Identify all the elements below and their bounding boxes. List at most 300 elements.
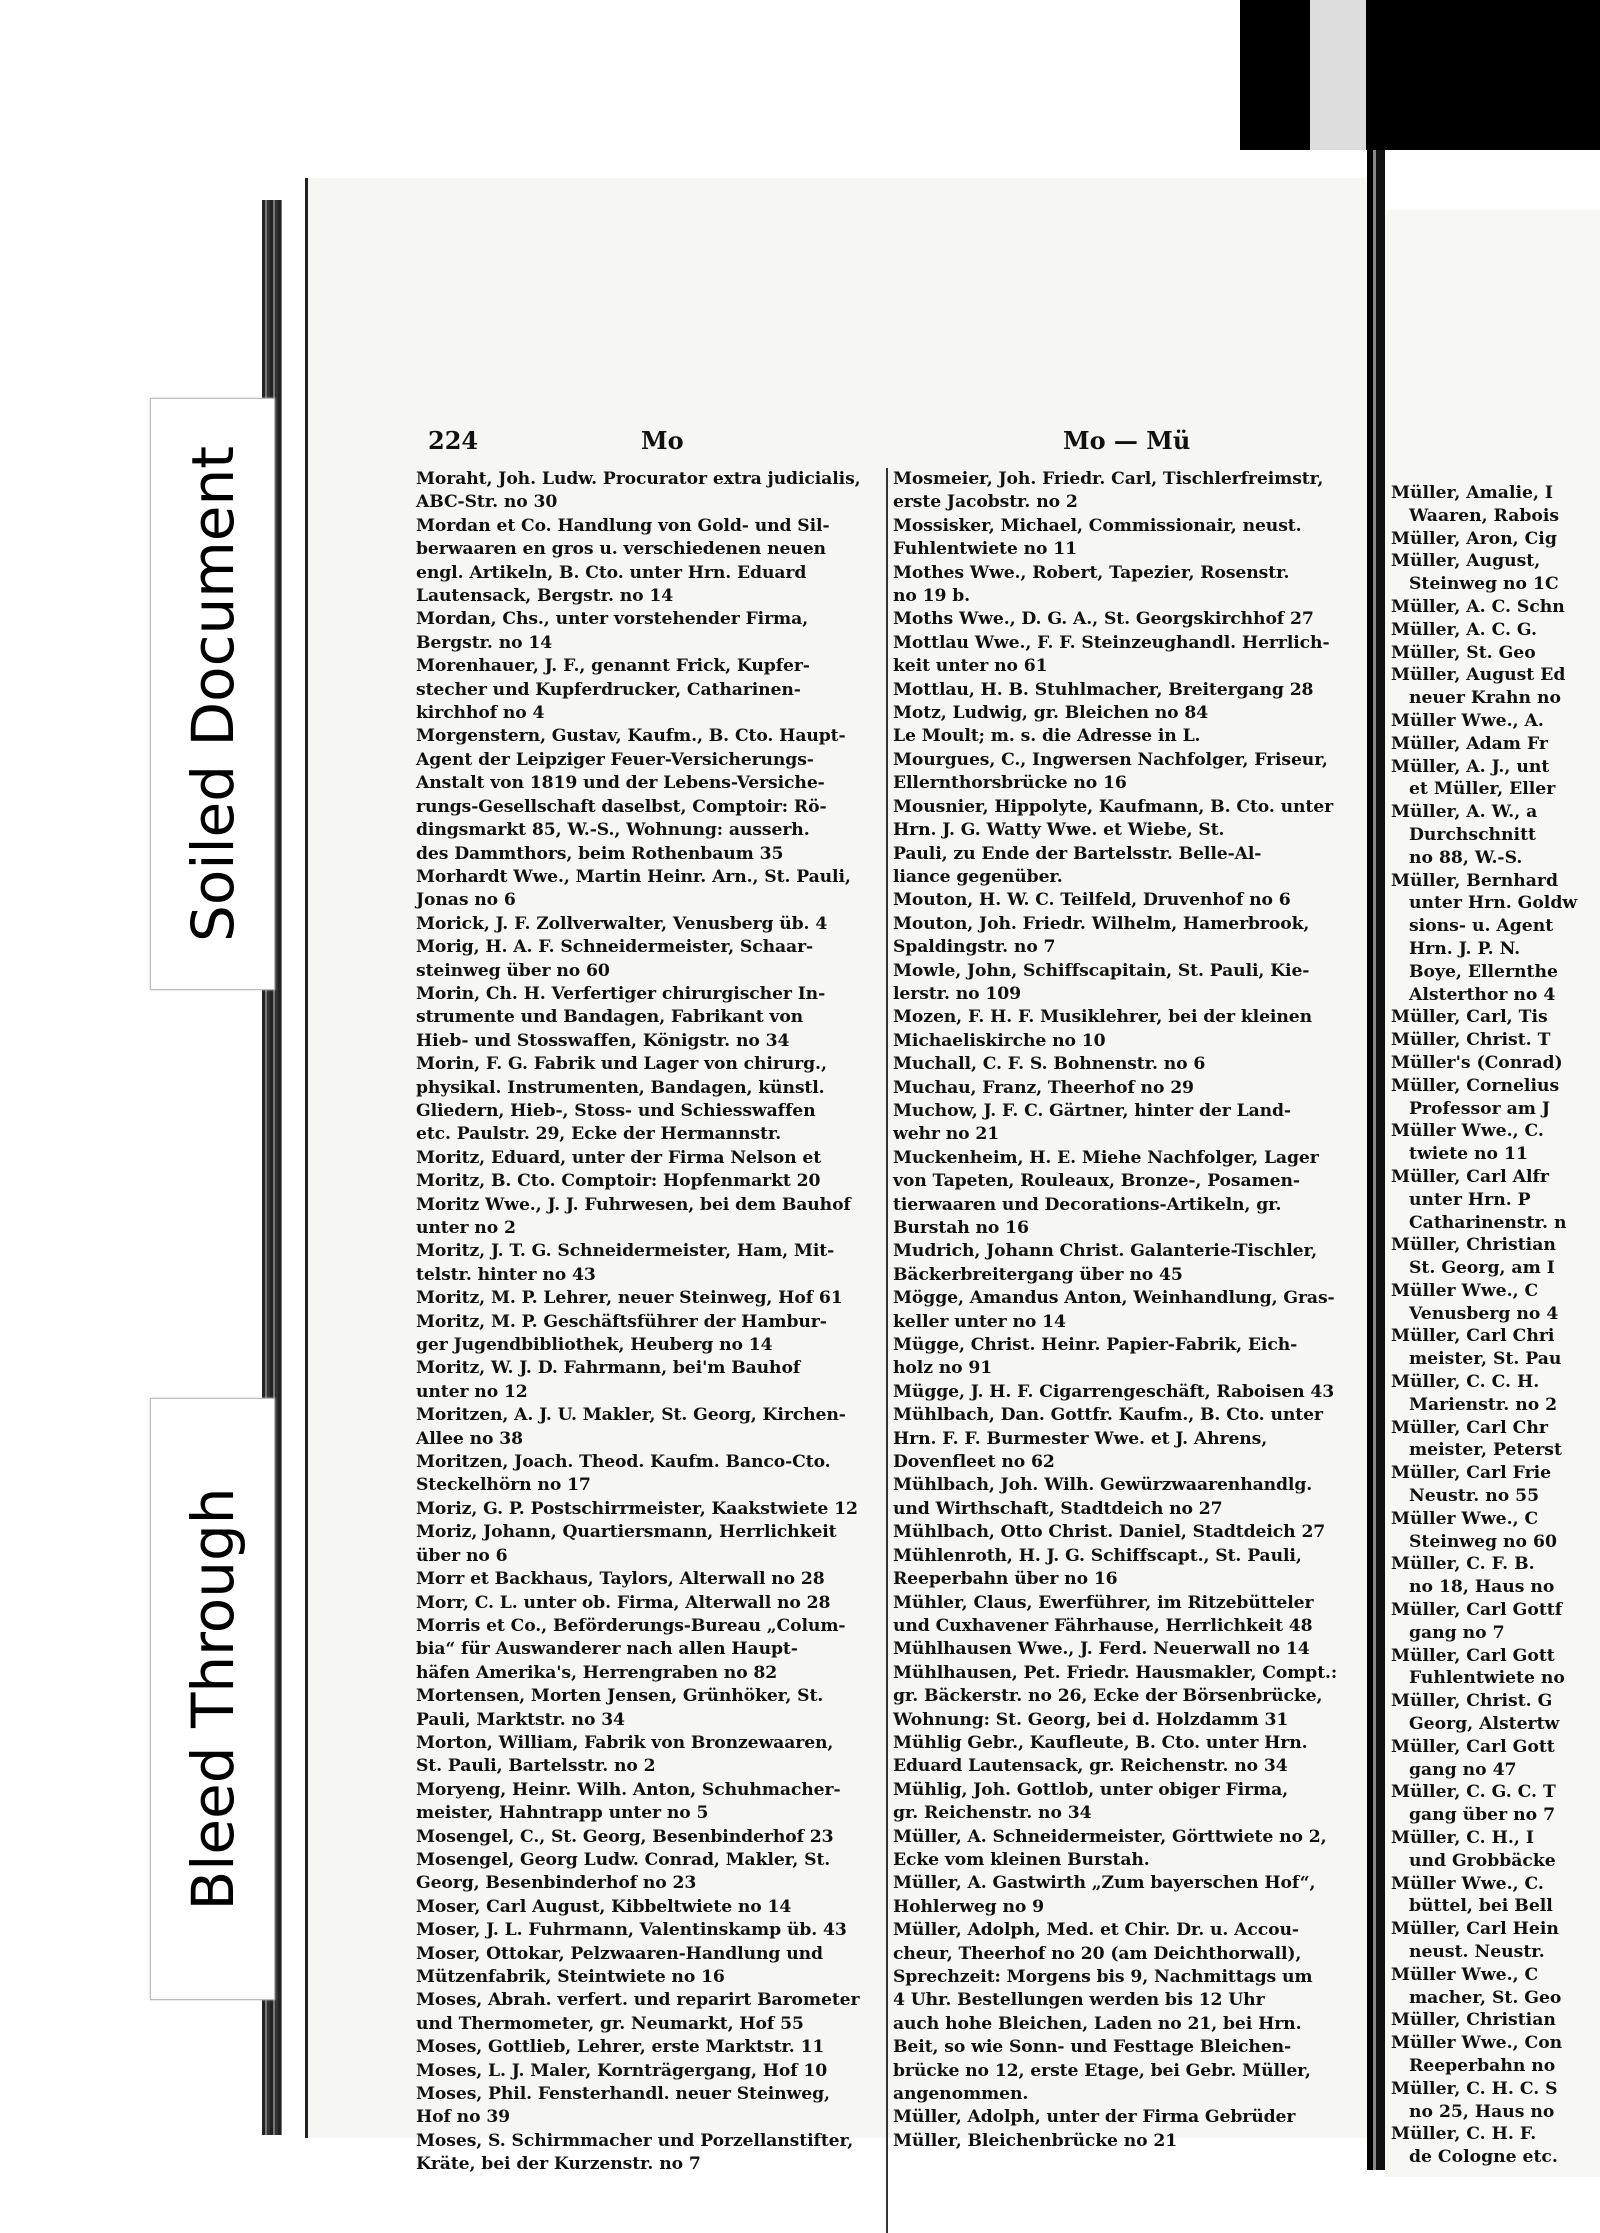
entry-line: liance gegenüber. — [893, 866, 1063, 887]
entry-line: no 19 b. — [893, 586, 971, 607]
directory-entry — [893, 1826, 1363, 1873]
entry-line: Agent der Leipziger Feuer-Versicherungs- — [416, 749, 814, 770]
next-page-line: no 88, W.-S. — [1409, 847, 1523, 868]
entry-line: Mosengel, C., St. Georg, Besenbinderhof 23 — [416, 1826, 834, 1847]
entry-line: Reeperbahn über no 16 — [893, 1569, 1118, 1590]
document-page — [305, 178, 1370, 2175]
entry-line: Hrn. J. G. Watty Wwe. et Wiebe, St. — [893, 820, 1225, 841]
next-page-line: gang no 47 — [1409, 1759, 1517, 1780]
entry-line: Morhardt Wwe., Martin Heinr. Arn., St. Pauli, — [416, 866, 851, 887]
entry-line: Mühlig, Joh. Gottlob, unter obiger Firma, — [893, 1779, 1289, 1800]
entry-line: bia“ für Auswanderer nach allen Haupt- — [416, 1639, 798, 1660]
entry-line: Moses, L. J. Maler, Kornträgergang, Hof 10 — [416, 2060, 828, 2081]
entry-line: auch hohe Bleichen, Laden no 21, bei Hrn. — [893, 2013, 1302, 2034]
next-page-line: Müller, Christian — [1391, 2010, 1556, 2031]
next-page-line: Müller Wwe., A. — [1391, 710, 1544, 731]
next-page-line: St. Georg, am I — [1409, 1258, 1555, 1279]
entry-line: Jonas no 6 — [416, 890, 516, 911]
directory-entry — [893, 1100, 1363, 1147]
next-page-line: Fuhlentwiete no — [1409, 1668, 1565, 1689]
entry-line: Moritz Wwe., J. J. Fuhrwesen, bei dem Bauhof — [416, 1194, 851, 1215]
entry-line: tierwaaren und Decorations-Artikeln, gr. — [893, 1194, 1282, 1215]
next-page-line: und Grobbäcke — [1409, 1850, 1556, 1871]
directory-entry — [893, 913, 1363, 960]
directory-entry — [893, 515, 1363, 562]
entry-line: berwaaren en gros u. verschiedenen neuen — [416, 539, 826, 560]
next-page-line: gang über no 7 — [1409, 1805, 1556, 1826]
entry-line: Mouton, Joh. Friedr. Wilhelm, Hamerbrook, — [893, 913, 1310, 934]
directory-entry — [416, 608, 878, 655]
entry-line: Mosmeier, Joh. Friedr. Carl, Tischlerfreimstr, — [893, 469, 1324, 489]
directory-entry — [416, 866, 878, 913]
entry-line: Moses, Gottlieb, Lehrer, erste Marktstr. 11 — [416, 2037, 825, 2058]
next-page-line: Müller Wwe., C — [1391, 1508, 1539, 1529]
directory-entry — [416, 1240, 878, 1287]
next-page-line: Müller, C. H. C. S — [1391, 2078, 1558, 2099]
entry-line: Ellernthorsbrücke no 16 — [893, 773, 1127, 794]
entry-line: Fuhlentwiete no 11 — [893, 539, 1077, 560]
directory-entry — [893, 1919, 1363, 2106]
entry-line: Ecke vom kleinen Burstah. — [893, 1849, 1150, 1870]
next-page-line: Hrn. J. P. N. — [1409, 938, 1521, 959]
entry-line: Mudrich, Johann Christ. Galanterie-Tischler, — [893, 1241, 1318, 1262]
entry-line: Mühler, Claus, Ewerführer, im Ritzebütteler — [893, 1592, 1314, 1613]
directory-entry — [893, 1006, 1363, 1053]
entry-line: Moser, J. L. Fuhrmann, Valentinskamp üb. 43 — [416, 1920, 847, 1941]
next-page-line: Müller, C. H. F. — [1391, 2124, 1537, 2145]
directory-entry — [893, 608, 1363, 631]
next-page-line: Müller Wwe., Con — [1391, 2033, 1563, 2054]
directory-entry — [416, 1615, 878, 1685]
directory-entry — [416, 725, 878, 865]
entry-line: Hof no 39 — [416, 2107, 511, 2128]
entry-line: Muckenheim, H. E. Miehe Nachfolger, Lager — [893, 1147, 1319, 1168]
entry-line: angenommen. — [893, 2084, 1029, 2105]
entry-line: Moritz, B. Cto. Comptoir: Hopfenmarkt 20 — [416, 1171, 821, 1192]
entry-line: Spaldingstr. no 7 — [893, 937, 1056, 958]
directory-entry — [893, 749, 1363, 796]
next-page-line: Müller, Amalie, I — [1391, 483, 1553, 503]
directory-entry — [416, 913, 878, 936]
next-page-line: Müller Wwe., C — [1391, 1964, 1539, 1985]
entry-line: Mothes Wwe., Robert, Tapezier, Rosenstr. — [893, 562, 1290, 583]
directory-entry — [416, 1685, 878, 1732]
entry-line: Moriz, G. P. Postschirrmeister, Kaakstwiete 12 — [416, 1498, 858, 1519]
directory-entry — [893, 725, 1363, 748]
entry-line: Mosengel, Georg Ludw. Conrad, Makler, St. — [416, 1849, 831, 1870]
directory-entry — [893, 468, 1363, 515]
entry-line: Muchow, J. F. C. Gärtner, hinter der Land- — [893, 1100, 1291, 1121]
next-page-line: de Cologne etc. — [1409, 2147, 1558, 2168]
next-page-line: Müller, Carl Chri — [1391, 1326, 1555, 1347]
entry-line: Müller, A. Gastwirth „Zum bayerschen Hof“, — [893, 1873, 1316, 1894]
directory-entry — [416, 1849, 878, 1896]
next-page-line: Müller, Carl Frie — [1391, 1463, 1552, 1484]
next-page-line: Steinweg no 1C — [1409, 574, 1559, 595]
entry-line: Muchau, Franz, Theerhof no 29 — [893, 1077, 1194, 1098]
next-page-line: Müller, Carl Gott — [1391, 1736, 1555, 1757]
next-page-line: unter Hrn. P — [1409, 1189, 1531, 1210]
entry-line: Motz, Ludwig, gr. Bleichen no 84 — [893, 703, 1209, 724]
directory-entry — [416, 1404, 878, 1451]
next-page-line: Müller, Christian — [1391, 1235, 1556, 1256]
directory-entry — [416, 1592, 878, 1615]
directory-entry — [893, 562, 1363, 609]
directory-entry — [416, 1896, 878, 1919]
entry-line: engl. Artikeln, B. Cto. unter Hrn. Eduard — [416, 562, 807, 583]
directory-entry — [416, 515, 878, 609]
directory-entry — [893, 702, 1363, 725]
entry-line: cheur, Theerhof no 20 (am Deichthorwall), — [893, 1943, 1302, 1964]
next-page-line: Boye, Ellernthe — [1409, 961, 1558, 982]
entry-line: Gliedern, Hieb-, Stoss- und Schiesswaffen — [416, 1100, 816, 1121]
entry-line: Moser, Carl August, Kibbeltwiete no 14 — [416, 1896, 792, 1917]
next-page-line: Müller, Adam Fr — [1391, 733, 1548, 754]
entry-line: Lautensack, Bergstr. no 14 — [416, 586, 674, 607]
next-page-line: Müller, Aron, Cig — [1391, 528, 1557, 549]
next-page-line: meister, Peterst — [1409, 1440, 1562, 1461]
entry-line: Eduard Lautensack, gr. Reichenstr. no 34 — [893, 1756, 1288, 1777]
next-page-line: Müller, Carl Chr — [1391, 1417, 1548, 1438]
directory-entry — [416, 1194, 878, 1241]
top-dark-strip — [1240, 0, 1600, 150]
entry-line: strumente und Bandagen, Fabrikant von — [416, 1007, 804, 1028]
directory-entry — [893, 2106, 1363, 2153]
right-heading: Mo — Mü — [1063, 426, 1191, 455]
entry-line: keit unter no 61 — [893, 656, 1048, 677]
entry-line: und Thermometer, gr. Neumarkt, Hof 55 — [416, 2013, 804, 2034]
entry-line: Michaeliskirche no 10 — [893, 1030, 1106, 1051]
left-heading: Mo — [641, 426, 684, 455]
entry-line: Moritz, M. P. Geschäftsführer der Hambur- — [416, 1311, 827, 1332]
entry-line: Bergstr. no 14 — [416, 632, 553, 653]
entry-line: Morick, J. F. Zollverwalter, Venusberg üb. 4 — [416, 913, 828, 934]
entry-line: Muchall, C. F. S. Bohnenstr. no 6 — [893, 1054, 1206, 1075]
directory-entry — [893, 632, 1363, 679]
entry-line: Le Moult; m. s. die Adresse in L. — [893, 726, 1201, 747]
directory-entry — [893, 1240, 1363, 1287]
entry-line: Morris et Co., Beförderungs-Bureau „Colum- — [416, 1615, 846, 1636]
entry-line: meister, Hahntrapp unter no 5 — [416, 1803, 709, 1824]
entry-line: Mögge, Amandus Anton, Weinhandlung, Gras- — [893, 1288, 1335, 1309]
entry-line: Moritz, Eduard, unter der Firma Nelson et — [416, 1147, 822, 1168]
entry-line: Mourgues, C., Ingwersen Nachfolger, Friseur, — [893, 749, 1328, 770]
entry-line: gr. Bäckerstr. no 26, Ecke der Börsenbrücke, — [893, 1686, 1323, 1707]
entry-line: Mozen, F. H. F. Musiklehrer, bei der kleinen — [893, 1007, 1312, 1028]
directory-entry — [893, 1545, 1363, 1592]
entry-line: Morgenstern, Gustav, Kaufm., B. Cto. Haupt- — [416, 726, 846, 747]
entry-line: Mousnier, Hippolyte, Kaufmann, B. Cto. unter — [893, 796, 1334, 817]
directory-entry — [893, 960, 1363, 1007]
entry-line: telstr. hinter no 43 — [416, 1264, 596, 1285]
entry-line: Burstah no 16 — [893, 1218, 1029, 1238]
entry-line: keller unter no 14 — [893, 1311, 1066, 1332]
directory-entry — [893, 1638, 1363, 1661]
entry-line: Moses, Abrah. verfert. und reparirt Barometer — [416, 1990, 860, 2011]
soiled-document-text: Soiled Document — [178, 446, 247, 942]
entry-line: Mügge, J. H. F. Cigarrengeschäft, Raboisen 43 — [893, 1381, 1335, 1402]
entry-line: Mützenfabrik, Steintwiete no 16 — [416, 1967, 725, 1987]
entry-line: Hohlerweg no 9 — [893, 1896, 1044, 1917]
entry-line: Mossisker, Michael, Commissionair, neust. — [893, 515, 1302, 536]
entry-line: Mühlbach, Otto Christ. Daniel, Stadtdeich 27 — [893, 1522, 1326, 1543]
next-page-line: Venusberg no 4 — [1409, 1303, 1559, 1324]
entry-line: von Tapeten, Rouleaux, Bronze-, Posamen- — [893, 1171, 1300, 1192]
next-page-line: Reeperbahn no — [1409, 2055, 1556, 2076]
directory-entry — [893, 1779, 1363, 1826]
entry-line: Müller, Adolph, unter der Firma Gebrüder — [893, 2107, 1296, 2128]
entry-line: rungs-Gesellschaft daselbst, Comptoir: Rö- — [416, 796, 827, 817]
entry-line: Hieb- und Stosswaffen, Königstr. no 34 — [416, 1030, 790, 1051]
next-page-line: Neustr. no 55 — [1409, 1486, 1540, 1507]
directory-entry — [416, 1147, 878, 1194]
entry-line: Wohnung: St. Georg, bei d. Holzdamm 31 — [893, 1709, 1289, 1730]
left-column — [416, 468, 878, 2177]
directory-entry — [416, 2130, 878, 2177]
entry-line: wehr no 21 — [893, 1124, 1000, 1145]
next-page-line: Müller, Carl Hein — [1391, 1919, 1559, 1940]
next-page-line: Müller, A. W., a — [1391, 802, 1538, 823]
directory-entry — [416, 1943, 878, 1990]
next-page-line: no 25, Haus no — [1409, 2101, 1555, 2122]
directory-entry — [416, 1989, 878, 2036]
next-page-line: twiete no 11 — [1409, 1144, 1528, 1165]
entry-line: unter no 2 — [416, 1218, 516, 1238]
entry-line: Müller, Adolph, Med. et Chir. Dr. u. Accou- — [893, 1920, 1299, 1941]
directory-entry — [416, 468, 878, 515]
next-page-line: Müller, Christ. T — [1391, 1030, 1551, 1051]
entry-line: Morenhauer, J. F., genannt Frick, Kupfer- — [416, 656, 810, 677]
directory-entry — [893, 1732, 1363, 1779]
directory-entry — [893, 1592, 1363, 1639]
next-page-fragment — [1385, 210, 1600, 2177]
entry-line: ABC-Str. no 30 — [416, 492, 558, 513]
directory-entry — [416, 1779, 878, 1826]
entry-line: Moritzen, A. J. U. Makler, St. Georg, Kirchen- — [416, 1405, 846, 1426]
next-page-line: büttel, bei Bell — [1409, 1896, 1553, 1917]
next-page-line: Catharinenstr. n — [1409, 1212, 1567, 1233]
next-page-line: meister, St. Pau — [1409, 1349, 1562, 1370]
entry-line: Moritz, J. T. G. Schneidermeister, Ham, Mit- — [416, 1241, 835, 1262]
next-page-line: Müller, Carl Gott — [1391, 1645, 1555, 1666]
bleed-through-label — [150, 1398, 275, 2000]
next-page-line: Durchschnitt — [1409, 824, 1536, 845]
entry-line: Sprechzeit: Morgens bis 9, Nachmittags um — [893, 1967, 1313, 1987]
entry-line: Morr, C. L. unter ob. Firma, Alterwall no 28 — [416, 1592, 831, 1613]
next-page-column — [1391, 482, 1577, 2169]
entry-line: Mühlig Gebr., Kaufleute, B. Cto. unter Hrn. — [893, 1732, 1308, 1753]
entry-line: Dovenfleet no 62 — [893, 1452, 1055, 1473]
next-page-line: Müller, A. C. G. — [1391, 619, 1537, 640]
directory-entry — [893, 1147, 1363, 1241]
directory-entry — [893, 1662, 1363, 1732]
entry-line: Moses, Phil. Fensterhandl. neuer Steinweg, — [416, 2084, 830, 2105]
entry-line: Moryeng, Heinr. Wilh. Anton, Schuhmacher- — [416, 1779, 841, 1800]
directory-entry — [416, 983, 878, 1053]
directory-entry — [416, 2036, 878, 2059]
next-page-line: Professor am J — [1409, 1098, 1551, 1119]
directory-entry — [416, 1826, 878, 1849]
entry-line: etc. Paulstr. 29, Ecke der Hermannstr. — [416, 1124, 782, 1145]
entry-line: Mortensen, Morten Jensen, Grünhöker, St. — [416, 1686, 824, 1707]
entry-line: ger Jugendbibliothek, Heuberg no 14 — [416, 1335, 773, 1356]
directory-entry — [416, 1311, 878, 1358]
entry-line: Moraht, Joh. Ludw. Procurator extra judicialis, — [416, 469, 861, 489]
entry-line: Mühlbach, Joh. Wilh. Gewürzwaarenhandlg. — [893, 1475, 1313, 1496]
directory-entry — [416, 2060, 878, 2083]
directory-entry — [416, 1287, 878, 1310]
entry-line: Moritz, W. J. D. Fahrmann, bei'm Bauhof — [416, 1358, 801, 1379]
entry-line: Morr et Backhaus, Taylors, Alterwall no 28 — [416, 1569, 825, 1590]
directory-entry — [416, 1451, 878, 1498]
entry-line: des Dammthors, beim Rothenbaum 35 — [416, 843, 784, 864]
directory-entry — [893, 1381, 1363, 1404]
entry-line: Morton, William, Fabrik von Bronzewaaren, — [416, 1732, 834, 1753]
entry-line: Mottlau, H. B. Stuhlmacher, Breitergang 28 — [893, 679, 1314, 700]
next-page-line: Müller, C. H., I — [1391, 1828, 1534, 1849]
directory-entry — [416, 936, 878, 983]
next-page-line: no 18, Haus no — [1409, 1577, 1555, 1598]
next-page-line: Steinweg no 60 — [1409, 1531, 1557, 1552]
entry-line: Müller, Bleichenbrücke no 21 — [893, 2130, 1178, 2151]
directory-entry — [416, 655, 878, 725]
next-page-line: Georg, Alstertw — [1409, 1714, 1560, 1735]
next-page-line: Müller, Carl, Tis — [1391, 1007, 1548, 1028]
entry-line: brücke no 12, erste Etage, bei Gebr. Müller, — [893, 2060, 1311, 2081]
next-page-line: Müller, August Ed — [1391, 665, 1566, 686]
next-page-line: Waaren, Rabois — [1409, 505, 1560, 526]
entry-line: dingsmarkt 85, W.-S., Wohnung: ausserh. — [416, 820, 810, 841]
entry-line: Moses, S. Schirmmacher und Porzellanstifter, — [416, 2130, 854, 2151]
page-number: 224 — [428, 426, 479, 455]
entry-line: Moths Wwe., D. G. A., St. Georgskirchhof 27 — [893, 609, 1314, 630]
entry-line: Anstalt von 1819 und der Lebens-Versiche- — [416, 773, 825, 794]
entry-line: Mowle, John, Schiffscapitain, St. Pauli, Kie- — [893, 960, 1310, 981]
next-page-line: Müller, A. C. Schn — [1391, 596, 1565, 617]
directory-entry — [893, 679, 1363, 702]
entry-line: Moser, Ottokar, Pelzwaaren-Handlung und — [416, 1943, 823, 1964]
next-page-line: neuer Krahn no — [1409, 688, 1561, 709]
entry-line: Müller, A. Schneidermeister, Görttwiete no 2, — [893, 1826, 1327, 1847]
entry-line: und Cuxhavener Fährhause, Herrlichkeit 48 — [893, 1615, 1313, 1636]
next-page-line: Müller Wwe., C. — [1391, 1873, 1544, 1894]
bleed-through-text: Bleed Through — [178, 1487, 247, 1911]
entry-line: steinweg über no 60 — [416, 960, 610, 981]
entry-line: Morin, F. G. Fabrik und Lager von chirurg., — [416, 1054, 827, 1075]
entry-line: Mordan, Chs., unter vorstehender Firma, — [416, 609, 809, 630]
next-page-line: gang no 7 — [1409, 1622, 1505, 1643]
entry-line: Kräte, bei der Kurzenstr. no 7 — [416, 2154, 701, 2175]
directory-entry — [416, 1357, 878, 1404]
entry-line: Moritzen, Joach. Theod. Kaufm. Banco-Cto. — [416, 1452, 831, 1473]
entry-line: und Wirthschaft, Stadtdeich no 27 — [893, 1498, 1223, 1519]
entry-line: Beit, so wie Sonn- und Festtage Bleichen- — [893, 2037, 1292, 2058]
next-page-line: neust. Neustr. — [1409, 1942, 1545, 1962]
directory-entry — [893, 1404, 1363, 1474]
entry-line: Pauli, Marktstr. no 34 — [416, 1709, 625, 1730]
entry-line: Moritz, M. P. Lehrer, neuer Steinweg, Hof 61 — [416, 1288, 843, 1309]
entry-line: unter no 12 — [416, 1381, 528, 1402]
next-page-line: unter Hrn. Goldw — [1409, 893, 1578, 914]
directory-entry — [893, 889, 1363, 912]
entry-line: Steckelhörn no 17 — [416, 1475, 591, 1496]
entry-line: Mügge, Christ. Heinr. Papier-Fabrik, Eich- — [893, 1335, 1298, 1356]
entry-line: Mühlhausen Wwe., J. Ferd. Neuerwall no 14 — [893, 1639, 1310, 1660]
entry-line: Mouton, H. W. C. Teilfeld, Druvenhof no 6 — [893, 890, 1291, 911]
next-page-line: Müller's (Conrad) — [1391, 1052, 1563, 1073]
entry-line: häfen Amerika's, Herrengraben no 82 — [416, 1662, 778, 1683]
entry-line: Mühlbach, Dan. Gottfr. Kaufm., B. Cto. unter — [893, 1405, 1323, 1426]
next-page-line: sions- u. Agent — [1409, 916, 1554, 937]
next-page-line: Müller, Carl Alfr — [1391, 1166, 1549, 1187]
next-page-line: Müller, August, — [1391, 551, 1541, 572]
entry-line: physikal. Instrumenten, Bandagen, künstl. — [416, 1077, 825, 1098]
directory-entry — [416, 1053, 878, 1147]
entry-line: Mordan et Co. Handlung von Gold- und Sil- — [416, 515, 830, 536]
entry-line: kirchhof no 4 — [416, 703, 545, 724]
directory-entry — [416, 1521, 878, 1568]
directory-entry — [416, 2083, 878, 2130]
next-page-line: Alsterthor no 4 — [1409, 984, 1556, 1005]
entry-line: Mühlenroth, H. J. G. Schiffscapt., St. Pauli, — [893, 1545, 1302, 1566]
entry-line: holz no 91 — [893, 1358, 993, 1379]
entry-line: Georg, Besenbinderhof no 23 — [416, 1873, 697, 1894]
entry-line: erste Jacobstr. no 2 — [893, 492, 1078, 513]
next-page-line: Müller, C. C. H. — [1391, 1372, 1540, 1393]
directory-entry — [416, 1498, 878, 1521]
directory-entry — [416, 1919, 878, 1942]
next-page-line: Müller, C. G. C. T — [1391, 1782, 1556, 1803]
next-page-line: Müller, C. F. B. — [1391, 1554, 1535, 1575]
directory-entry — [893, 1287, 1363, 1334]
directory-entry — [893, 1053, 1363, 1076]
entry-line: Moriz, Johann, Quartiersmann, Herrlichkeit — [416, 1522, 837, 1543]
directory-entry — [893, 796, 1363, 890]
next-page-line: Müller, St. Geo — [1391, 642, 1536, 663]
directory-entry — [893, 1334, 1363, 1381]
entry-line: Bäckerbreitergang über no 45 — [893, 1264, 1183, 1285]
directory-entry — [893, 1077, 1363, 1100]
entry-line: Mottlau Wwe., F. F. Steinzeughandl. Herrlich- — [893, 632, 1330, 653]
next-page-line: Marienstr. no 2 — [1409, 1394, 1558, 1415]
next-page-line: macher, St. Geo — [1409, 1987, 1562, 2008]
directory-entry — [893, 1521, 1363, 1544]
directory-entry — [416, 1568, 878, 1591]
next-page-line: Müller, Bernhard — [1391, 870, 1559, 891]
entry-line: Morig, H. A. F. Schneidermeister, Schaar- — [416, 937, 814, 958]
entry-line: St. Pauli, Bartelsstr. no 2 — [416, 1756, 656, 1777]
book-gutter — [1367, 150, 1385, 2170]
entry-line: über no 6 — [416, 1545, 508, 1566]
entry-line: Allee no 38 — [416, 1428, 524, 1449]
entry-line: stecher und Kupferdrucker, Catharinen- — [416, 679, 801, 700]
next-page-line: Müller, A. J., unt — [1391, 756, 1550, 777]
entry-line: Hrn. F. F. Burmester Wwe. et J. Ahrens, — [893, 1428, 1268, 1449]
directory-entry — [416, 1732, 878, 1779]
next-page-line: Müller, Carl Gottf — [1391, 1600, 1563, 1621]
column-rule — [886, 468, 888, 2233]
soiled-document-label — [150, 398, 275, 990]
entry-line: 4 Uhr. Bestellungen werden bis 12 Uhr — [893, 1990, 1265, 2011]
next-page-line: Müller Wwe., C — [1391, 1280, 1539, 1301]
directory-entry — [893, 1474, 1363, 1521]
next-page-line: Müller, Christ. G — [1391, 1691, 1553, 1712]
next-page-line: Müller Wwe., C. — [1391, 1121, 1544, 1142]
directory-entry — [893, 1872, 1363, 1919]
entry-line: Pauli, zu Ende der Bartelsstr. Belle-Al- — [893, 843, 1262, 864]
next-page-line: et Müller, Eller — [1409, 779, 1556, 800]
entry-line: lerstr. no 109 — [893, 983, 1022, 1004]
